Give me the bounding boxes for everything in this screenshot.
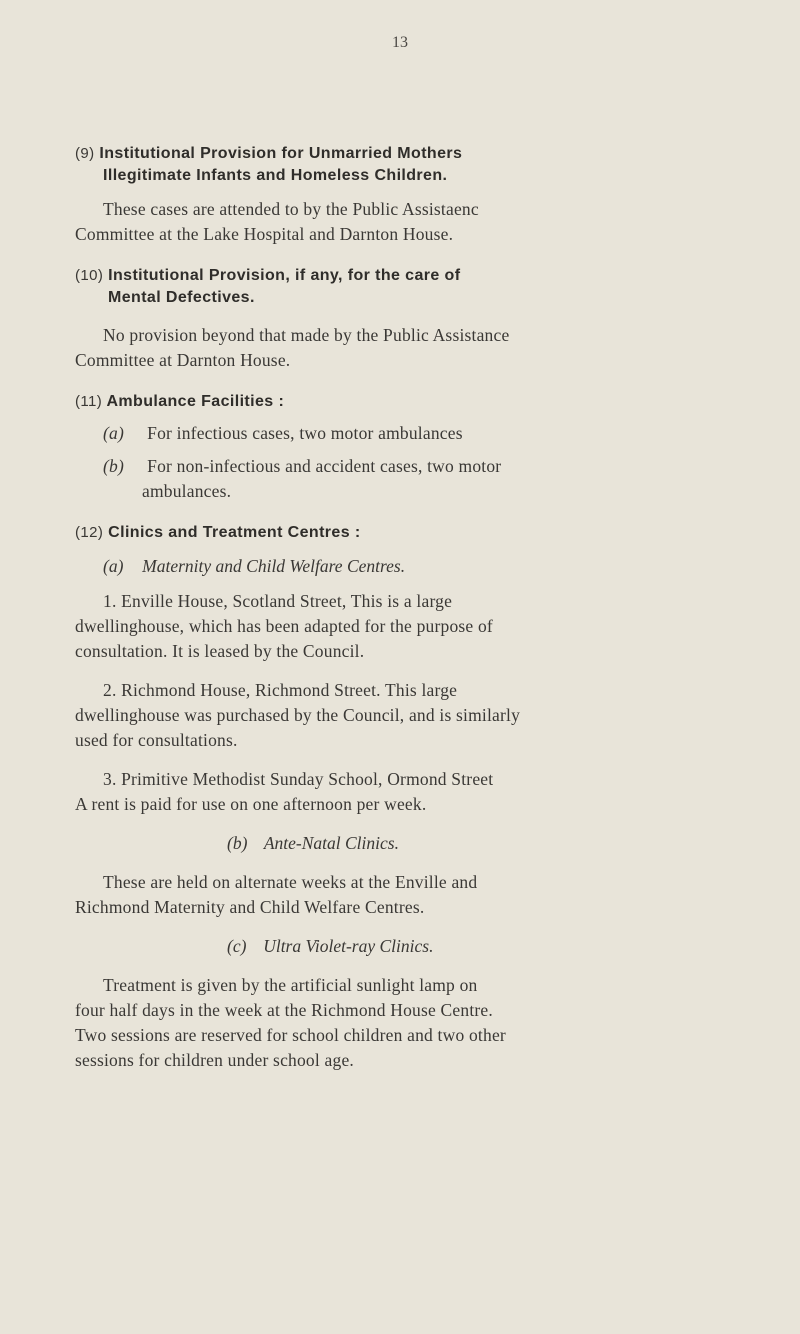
section-12-sub-b	[75, 831, 725, 856]
section-9-heading	[75, 143, 725, 165]
section-9-para-line1: These cases are attended to by the Public Assistaenc	[103, 199, 479, 219]
section-12-number: (12)	[75, 524, 104, 541]
section-11-heading-text: Ambulance Facilities :	[106, 393, 285, 410]
section-12-pc-line1: Treatment is given by the artificial sunlight lamp on	[103, 975, 478, 995]
section-12-pb-line1: These are held on alternate weeks at the Enville and	[103, 872, 478, 892]
section-11-item-b-line2: ambulances.	[142, 481, 232, 501]
section-11	[75, 391, 725, 504]
section-12-pc-line3: Two sessions are reserved for school children and two other	[75, 1025, 506, 1045]
section-12-sub-a	[75, 554, 725, 579]
section-12-heading	[75, 522, 725, 544]
section-10-para-line2: Committee at Darnton House.	[75, 350, 291, 370]
section-12-p3-line2: A rent is paid for use on one afternoon per week.	[75, 794, 427, 814]
section-12-pc-line2: four half days in the week at the Richmond House Centre.	[75, 1000, 493, 1020]
section-9	[75, 143, 725, 247]
section-11-item-a-label: (a)	[103, 423, 125, 443]
section-12-sub-a-label: (a)	[103, 556, 124, 576]
section-11-heading	[75, 391, 725, 413]
section-9-para-line2: Committee at the Lake Hospital and Darnton House.	[75, 224, 454, 244]
page-number: 13	[392, 34, 408, 51]
section-11-item-b-line1: For non-infectious and accident cases, two motor	[147, 456, 502, 476]
section-9-heading-line2: Illegitimate Infants and Homeless Children.	[103, 167, 448, 184]
section-12-sub-c-label: (c)	[227, 936, 247, 956]
section-12-sub-b-title: Ante-Natal Clinics.	[263, 833, 399, 853]
section-12	[75, 522, 725, 1073]
section-12-p1-line3: consultation. It is leased by the Council.	[75, 641, 365, 661]
section-12-p2-line1: 2. Richmond House, Richmond Street. This large	[103, 680, 458, 700]
section-11-item-a-text: For infectious cases, two motor ambulances	[147, 423, 463, 443]
section-9-heading-line1: Institutional Provision for Unmarried Mothers	[99, 145, 463, 162]
section-10-para-line1: No provision beyond that made by the Public Assistance	[103, 325, 510, 345]
section-9-heading-cont	[75, 165, 725, 187]
page-content	[75, 143, 725, 1073]
section-12-p2-line3: used for consultations.	[75, 730, 238, 750]
section-12-sub-c	[75, 934, 725, 959]
section-11-item-a	[75, 421, 725, 446]
section-12-heading-text: Clinics and Treatment Centres :	[108, 524, 361, 541]
section-10-heading-cont	[75, 287, 725, 309]
section-12-pc-line4: sessions for children under school age.	[75, 1050, 354, 1070]
section-12-p1-line1: 1. Enville House, Scotland Street, This is a large	[103, 591, 453, 611]
section-9-number: (9)	[75, 145, 95, 162]
section-11-item-b-label: (b)	[103, 456, 125, 476]
section-12-sub-c-title: Ultra Violet-ray Clinics.	[263, 936, 434, 956]
section-10-heading-line1: Institutional Provision, if any, for the care of	[108, 267, 461, 284]
section-11-item-b	[75, 454, 725, 479]
section-11-number: (11)	[75, 393, 103, 410]
section-12-pb-line2: Richmond Maternity and Child Welfare Centres.	[75, 897, 425, 917]
section-12-sub-a-title: Maternity and Child Welfare Centres.	[142, 556, 406, 576]
section-10	[75, 265, 725, 373]
section-12-p1-line2: dwellinghouse, which has been adapted for the purpose of	[75, 616, 493, 636]
section-10-number: (10)	[75, 267, 104, 284]
section-10-heading-line2: Mental Defectives.	[108, 289, 255, 306]
section-12-p3-line1: 3. Primitive Methodist Sunday School, Ormond Street	[103, 769, 494, 789]
section-10-heading	[75, 265, 725, 287]
section-12-p2-line2: dwellinghouse was purchased by the Council, and is similarly	[75, 705, 521, 725]
section-12-sub-b-label: (b)	[227, 833, 248, 853]
